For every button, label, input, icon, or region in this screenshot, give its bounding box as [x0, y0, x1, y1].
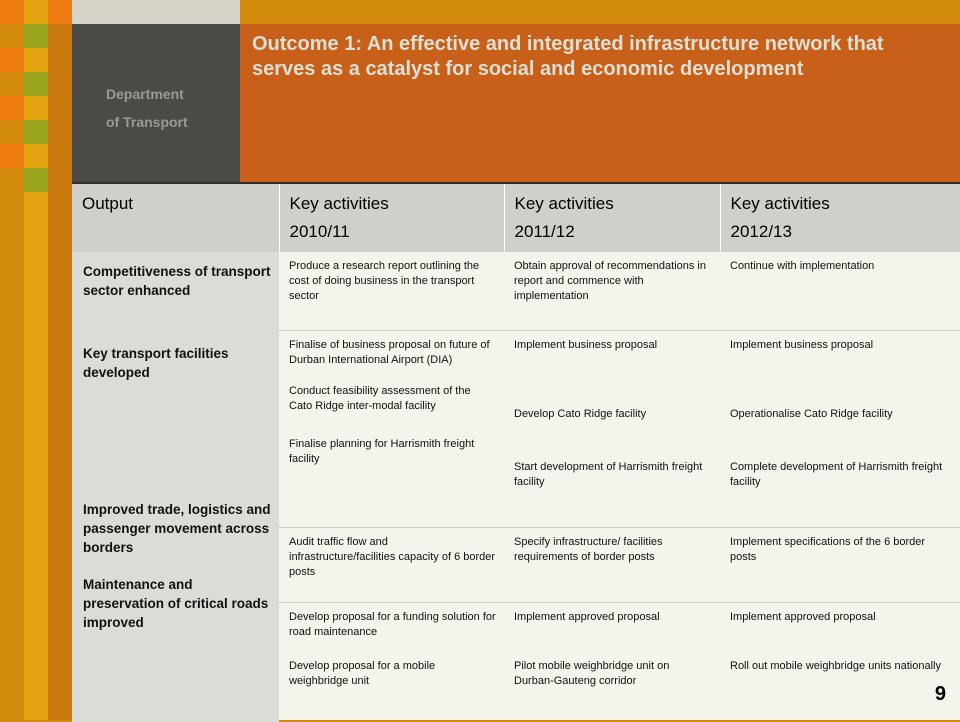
activity-text: Develop proposal for a mobile weighbridge unit [289, 659, 436, 687]
activities-table [72, 182, 960, 722]
activity-text: Complete development of Harrismith freight facility [730, 460, 943, 488]
activity-cell [279, 527, 504, 602]
header-activities-2012 [720, 182, 960, 252]
deco-square [24, 168, 48, 192]
department-name-line2: of Transport [106, 114, 188, 130]
deco-square [24, 120, 48, 144]
activity-text: Continue with implementation [730, 260, 875, 272]
activity-text: Implement specifications of the 6 border posts [730, 535, 926, 563]
department-name: Department [106, 86, 184, 102]
activity-text: Conduct feasibility assessment of the Cato Ridge inter-modal facility [289, 384, 471, 412]
activity-text: Finalise planning for Harrismith freight facility [289, 437, 475, 465]
activity-text: Implement business proposal [514, 338, 658, 351]
activity-text: Audit traffic flow and infrastructure/facilities capacity of 6 border posts [289, 535, 496, 578]
slide-title: Outcome 1: An effective and integrated infrastructure network that serves as a catalyst for social and economic development [252, 33, 884, 80]
header-label: Key activities [289, 194, 389, 213]
activity-cell [279, 330, 504, 527]
left-stripe [24, 0, 48, 720]
activity-text: Produce a research report outlining the cost of doing business in the transport sector [289, 260, 480, 302]
output-item: Competitiveness of transport sector enhanced [83, 264, 271, 298]
activity-cell [720, 527, 960, 602]
header-label: Key activities [514, 194, 614, 213]
output-column [72, 252, 279, 722]
deco-square [0, 48, 24, 72]
deco-square [0, 0, 24, 24]
header-year: 2010/11 [289, 222, 350, 241]
header-label: Output [82, 194, 134, 213]
output-item: Maintenance and preservation of critical roads improved [83, 577, 269, 630]
page-number: 9 [934, 683, 946, 705]
activity-cell [504, 602, 720, 722]
left-stripe [48, 0, 72, 720]
activity-cell [279, 602, 504, 722]
deco-square [0, 96, 24, 120]
table-header-row [72, 182, 960, 252]
activity-text: Specify infrastructure/ facilities requirements of border posts [514, 535, 663, 563]
deco-square [48, 0, 72, 24]
department-panel [72, 24, 240, 184]
activity-cell [720, 330, 960, 527]
header-year: 2012/13 [730, 222, 792, 241]
table-top-border [72, 182, 960, 184]
activity-text: Operationalise Cato Ridge facility [730, 407, 893, 420]
deco-square [24, 72, 48, 96]
activities-table-container [72, 182, 960, 720]
activity-text: Finalise of business proposal on future of Durban International Airport (DIA) [289, 338, 490, 366]
activity-cell [720, 602, 960, 722]
output-item: Improved trade, logistics and passenger movement across borders [83, 502, 271, 555]
activity-text: Implement business proposal [730, 338, 874, 351]
activity-text: Start development of Harrismith freight facility [514, 460, 703, 488]
output-item: Key transport facilities developed [83, 346, 229, 380]
activity-cell [279, 252, 504, 330]
activity-text: Develop proposal for a funding solution for road maintenance [289, 610, 496, 638]
activity-text: Obtain approval of recommendations in report and commence with implementation [514, 260, 706, 302]
deco-square [0, 144, 24, 168]
activity-cell [720, 252, 960, 330]
header-activities-2011 [504, 182, 720, 252]
deco-square [24, 24, 48, 48]
activity-text: Roll out mobile weighbridge units nationally [730, 659, 941, 672]
header-output [72, 182, 279, 252]
header-activities-2010 [279, 182, 504, 252]
activity-text: Implement approved proposal [730, 610, 876, 623]
activity-cell [504, 527, 720, 602]
activity-text: Pilot mobile weighbridge unit on Durban-Gauteng corridor [514, 659, 670, 687]
activity-text: Implement approved proposal [514, 610, 660, 623]
activity-cell [504, 252, 720, 330]
table-row [72, 252, 960, 330]
activity-text: Develop Cato Ridge facility [514, 407, 647, 420]
activity-cell [504, 330, 720, 527]
header-label: Key activities [730, 194, 830, 213]
header-year: 2011/12 [514, 222, 575, 241]
header-top-band [72, 0, 240, 24]
